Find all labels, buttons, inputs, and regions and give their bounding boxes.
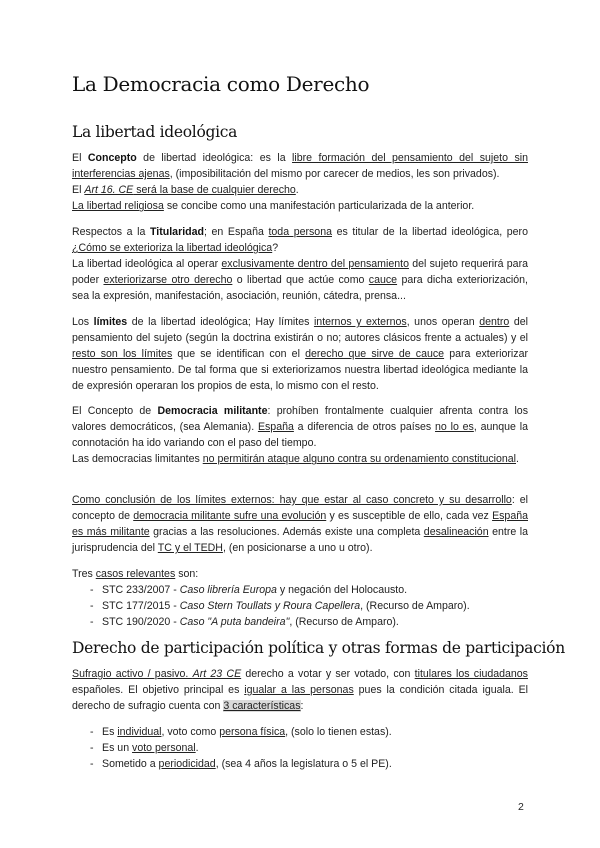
paragraph-casos: Tres casos relevantes son: - STC 233/2007 - Caso librería Europa y negación del Holocausto. - STC 177/2015 - Caso Stern Toullats y Roura Capellera, (Recurso de Amparo). - STC 190/2020 - Caso "A puta bandeira", (Recurso de Amparo). bbox=[72, 566, 528, 630]
list-item: - STC 177/2015 - Caso Stern Toullats y Roura Capellera, (Recurso de Amparo). bbox=[72, 598, 528, 614]
page-number: 2 bbox=[518, 801, 524, 813]
paragraph-sufragio: Sufragio activo / pasivo. Art 23 CE derecho a votar y ser votado, con titulares los ciudadanos españoles. El objetivo principal es igualar a las personas pues la condición citada iguala. El derecho de sufragio cuenta con 3 características: bbox=[72, 668, 528, 713]
list-item: - Es un voto personal. bbox=[72, 740, 528, 756]
paragraph-concepto: El Concepto de libertad ideológica: es la libre formación del pensamiento del sujeto sin interferencias ajenas, (imposibilitación del mismo por carecer de medios, les son privados). El Art 16. CE será la base de cualquier derecho. La libertad religiosa se concibe como una manifestación particularizada de la anterior. bbox=[72, 152, 528, 213]
article-reference: Art 16. CE bbox=[84, 184, 134, 197]
section-heading-libertad-ideologica: La libertad ideológica bbox=[72, 123, 238, 141]
list-item: - Es individual, voto como persona física, (solo lo tienen estas). bbox=[72, 724, 528, 740]
features-list bbox=[72, 724, 528, 772]
features-block bbox=[72, 724, 528, 772]
highlighted-text: 3 características bbox=[223, 700, 301, 713]
list-item: - Sometido a periodicidad, (sea 4 años la legislatura o 5 el PE). bbox=[72, 756, 528, 772]
section-heading-participacion-politica: Derecho de participación política y otras formas de participación bbox=[72, 639, 565, 657]
page-title: La Democracia como Derecho bbox=[72, 72, 370, 96]
article-reference: Art 23 CE bbox=[192, 668, 242, 680]
list-item: - STC 190/2020 - Caso "A puta bandeira", (Recurso de Amparo). bbox=[72, 614, 528, 630]
list-item: - STC 233/2007 - Caso librería Europa y negación del Holocausto. bbox=[72, 582, 528, 598]
paragraph-limites: Los límites de la libertad ideológica; Hay límites internos y externos, unos operan dentro del pensamiento del sujeto (según la doctrina existirán o no; autores clásicos frente a actuales) y el resto son los límites que se identifican con el derecho que sirve de cauce para exteriorizar nuestro pensamiento. De tal forma que si exteriorizamos nuestra libertad ideológica mediante la de expresión operaran los propios de esta, lo mismo con el resto. bbox=[72, 316, 528, 393]
cases-list bbox=[72, 582, 528, 630]
paragraph-democracia-militante: El Concepto de Democracia militante: prohíben frontalmente cualquier afrenta contra los valores democráticos, (sea Alemania). España a diferencia de otros países no lo es, aunque la connotación ha ido variando con el paso del tiempo. Las democracias limitantes no permitirán ataque alguno contra su ordenamiento constitucional. bbox=[72, 405, 528, 466]
paragraph-titularidad: Respectos a la Titularidad; en España toda persona es titular de la libertad ideológica, pero ¿Cómo se exterioriza la libertad ideológica? La libertad ideológica al operar exclusivamente dentro del pensamiento del sujeto requerirá para poder exteriorizarse otro derecho o libertad que actúe como cauce para dicha exteriorización, sea la expresión, manifestación, asociación, reunión, cátedra, prensa... bbox=[72, 226, 528, 303]
paragraph-conclusion: Como conclusión de los límites externos: hay que estar al caso concreto y su desarrollo: el concepto de democracia militante sufre una evolución y es susceptible de ello, cada vez España es más militante gracias a las resoluciones. Además existe una completa desalineación entre la jurisprudencia del TC y el TEDH, (en posicionarse a uno u otro). bbox=[72, 494, 528, 555]
